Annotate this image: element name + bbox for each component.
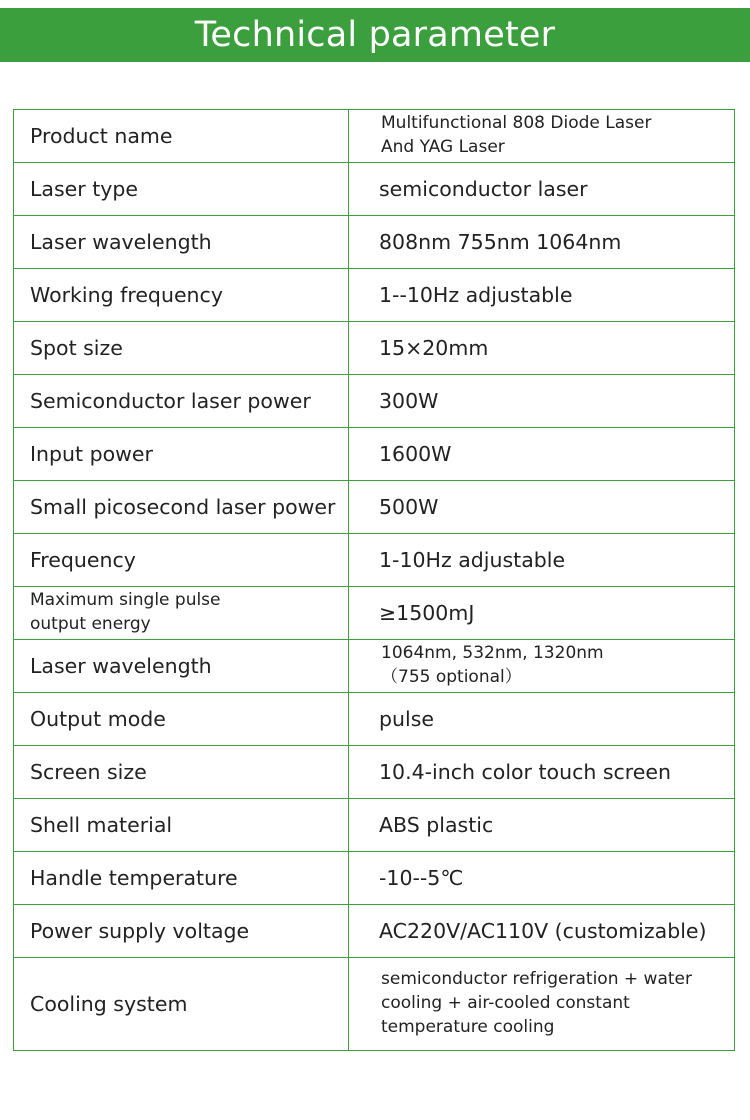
- param-label: Spot size: [14, 322, 349, 375]
- param-label: Laser wavelength: [14, 640, 349, 693]
- param-label: Laser wavelength: [14, 216, 349, 269]
- param-value: 10.4-inch color touch screen: [349, 746, 735, 799]
- table-row: [14, 640, 735, 693]
- param-label: Semiconductor laser power: [14, 375, 349, 428]
- param-label: Cooling system: [14, 958, 349, 1051]
- table-row: [14, 587, 735, 640]
- param-value: [349, 640, 735, 693]
- param-label: Frequency: [14, 534, 349, 587]
- table-row: [14, 375, 735, 428]
- table-row: [14, 216, 735, 269]
- param-label: [14, 587, 349, 640]
- param-label-text: Maximum single pulse output energy: [30, 590, 221, 634]
- param-value: 500W: [349, 481, 735, 534]
- param-label: Laser type: [14, 163, 349, 216]
- param-value: ABS plastic: [349, 799, 735, 852]
- param-value: ≥1500mJ: [349, 587, 735, 640]
- param-label: Handle temperature: [14, 852, 349, 905]
- table-row: [14, 958, 735, 1051]
- param-label: Shell material: [14, 799, 349, 852]
- table-row: [14, 481, 735, 534]
- table-row: [14, 693, 735, 746]
- param-value-text: semiconductor refrigeration + water cooling + air-cooled constant temperature cooling: [381, 969, 692, 1037]
- title-banner: [0, 8, 750, 62]
- param-value-text: Multifunctional 808 Diode Laser And YAG Laser: [381, 113, 652, 157]
- param-label: Screen size: [14, 746, 349, 799]
- param-value: 1600W: [349, 428, 735, 481]
- param-label: Power supply voltage: [14, 905, 349, 958]
- param-value: 1--10Hz adjustable: [349, 269, 735, 322]
- param-value-text: 1064nm, 532nm, 1320nm （755 optional）: [381, 643, 604, 687]
- table-row: [14, 852, 735, 905]
- param-label: Output mode: [14, 693, 349, 746]
- table-row: [14, 110, 735, 163]
- table-row: [14, 746, 735, 799]
- param-value: -10--5℃: [349, 852, 735, 905]
- param-value: 808nm 755nm 1064nm: [349, 216, 735, 269]
- param-value: semiconductor laser: [349, 163, 735, 216]
- param-value: [349, 958, 735, 1051]
- param-value: AC220V/AC110V (customizable): [349, 905, 735, 958]
- param-label: Small picosecond laser power: [14, 481, 349, 534]
- param-value: 15×20mm: [349, 322, 735, 375]
- table-row: [14, 534, 735, 587]
- table-row: [14, 905, 735, 958]
- param-value: 300W: [349, 375, 735, 428]
- table-row: [14, 322, 735, 375]
- table-row: [14, 428, 735, 481]
- param-value: 1-10Hz adjustable: [349, 534, 735, 587]
- table-row: [14, 163, 735, 216]
- table-row: [14, 799, 735, 852]
- param-label: Product name: [14, 110, 349, 163]
- param-value: [349, 110, 735, 163]
- table-row: [14, 269, 735, 322]
- param-value: pulse: [349, 693, 735, 746]
- param-label: Working frequency: [14, 269, 349, 322]
- param-label: Input power: [14, 428, 349, 481]
- spec-table: [13, 109, 735, 1051]
- page-title: Technical parameter: [194, 14, 556, 55]
